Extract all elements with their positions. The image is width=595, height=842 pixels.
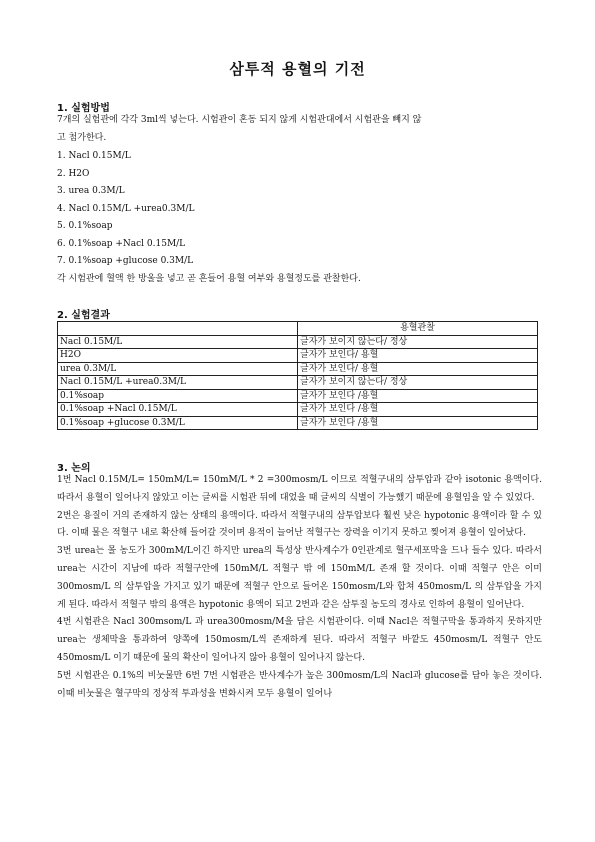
discussion-body: [57, 472, 542, 703]
table-row: [58, 335, 538, 349]
discussion-paragraph: 4번 시험관은 Nacl 300msom/L 과 urea300mosm/M을 담은 시험관이다. 이때 Nacl은 적혈구막을 통과하지 못하지만 urea는 생체막을 통과하여 양쪽에 150mosm/L씩 존재하게 된다. 따라서 적혈구 바깥도 450mosm/L 적혈구 안도450mosm/L 이기 때문에 물의 확산이 일어나지 않아 용혈이 일어나지 않는다.: [57, 617, 542, 663]
discussion-paragraph: 5번 시험관은 0.1%의 비눗물만 6번 7번 시험관은 반사계수가 높은 300mosm/L의 Nacl과 glucose를 담아 놓은 것이다. 이때 비눗물은 혈구막의 정상적 투과성을 변화시켜 모두 용혈이 일어나: [57, 670, 542, 699]
document-title: 삼투적 용혈의 기전: [229, 60, 366, 78]
table-cell-sample: 0.1%soap: [58, 389, 298, 403]
table-row: [58, 376, 538, 390]
table-row: [58, 403, 538, 417]
method-item: 5. 0.1%soap: [57, 221, 113, 231]
table-cell-observation: 글자가 보인다 /용혈: [298, 416, 538, 430]
table-cell-observation: 글자가 보이지 않는다/ 정상: [298, 376, 538, 390]
discussion-paragraph: 3번 urea는 몰 농도가 300mM/L이긴 하지만 urea의 특성상 반사계수가 0인관계로 혈구세포막을 드나 들수 있다. 따라서 urea는 시간이 지남에 따라 적혈구안에 150mM/L 적혈구 밖 에 150mM/L 존재 할 것이다. 이때 적혈구 안은 이미 300mosm/L 의 삼투압을 가지고 있기 때문에 적혈구 안으로 들어온 150mosm/L와 합쳐 450mosm/L 의 삼투압을 가지게 된다. 따라서 적혈구 밖의 용액은 hypotonic 용액이 되고 2번과 같은 삼투질 농도의 경사로 인하여 용혈이 일어난다.: [57, 546, 542, 610]
method-item: 3. urea 0.3M/L: [57, 186, 125, 196]
section-heading-method: 1. 실험방법: [57, 103, 110, 114]
method-item: 2. H2O: [57, 169, 90, 179]
table-row: [58, 362, 538, 376]
method-item: 7. 0.1%soap +glucose 0.3M/L: [57, 256, 194, 266]
table-row: [58, 389, 538, 403]
table-header-cell: 용혈관찰: [298, 322, 538, 336]
method-intro-line-1: 7개의 실험관에 각각 3ml씩 넣는다. 시험관이 혼동 되지 않게 시험관대에서 시험관을 빼지 않: [57, 115, 422, 125]
table-row: [58, 416, 538, 430]
method-intro-line-2: 고 첨가한다.: [57, 133, 107, 143]
results-table: [57, 321, 538, 430]
method-item: 4. Nacl 0.15M/L +urea0.3M/L: [57, 204, 195, 214]
table-cell-sample: Nacl 0.15M/L +urea0.3M/L: [58, 376, 298, 390]
discussion-paragraph: 1번 Nacl 0.15M/L= 150mM/L= 150mM/L * 2 =300mosm/L 이므로 적혈구내의 삼투압과 같아 isotonic 용액이다. 따라서 용혈이 일어나지 않았고 이는 글씨를 시험관 뒤에 대었을 때 글씨의 식별이 가능했기 때문에 용혈임을 알 수 있었다.: [57, 475, 542, 503]
method-item: 1. Nacl 0.15M/L: [57, 151, 131, 161]
table-cell-sample: urea 0.3M/L: [58, 362, 298, 376]
table-header-row: [58, 322, 538, 336]
discussion-paragraph: 2번은 용질이 거의 존재하지 않는 상태의 용액이다. 따라서 적혈구내의 삼투압보다 훨씬 낮은 hypotonic 용액이라 할 수 있다. 이때 물은 적혈구 내로 확산해 들어갈 것이며 용적이 늘어난 적혈구는 장력을 이기지 못하고 찢어져 용혈이 일어났다.: [57, 510, 542, 539]
method-item: 6. 0.1%soap +Nacl 0.15M/L: [57, 239, 186, 249]
table-cell-sample: H2O: [58, 349, 298, 363]
table-cell-sample: Nacl 0.15M/L: [58, 335, 298, 349]
table-cell-observation: 글자가 보인다/ 용혈: [298, 362, 538, 376]
table-cell-observation: 글자가 보인다 /용혈: [298, 389, 538, 403]
table-cell-observation: 글자가 보인다 /용혈: [298, 403, 538, 417]
table-cell-observation: 글자가 보인다/ 용혈: [298, 349, 538, 363]
table-row: [58, 349, 538, 363]
table-header-cell: [58, 322, 298, 336]
table-cell-sample: 0.1%soap +Nacl 0.15M/L: [58, 403, 298, 417]
table-cell-observation: 글자가 보이지 않는다/ 정상: [298, 335, 538, 349]
section-heading-results: 2. 실험결과: [57, 310, 110, 321]
table-cell-sample: 0.1%soap +glucose 0.3M/L: [58, 416, 298, 430]
section-heading-discussion: 3. 논의: [57, 463, 91, 474]
method-outro: 각 시험관에 혈액 한 방울을 넣고 곧 흔들어 용혈 여부와 용혈정도를 관찰한다.: [57, 274, 361, 284]
